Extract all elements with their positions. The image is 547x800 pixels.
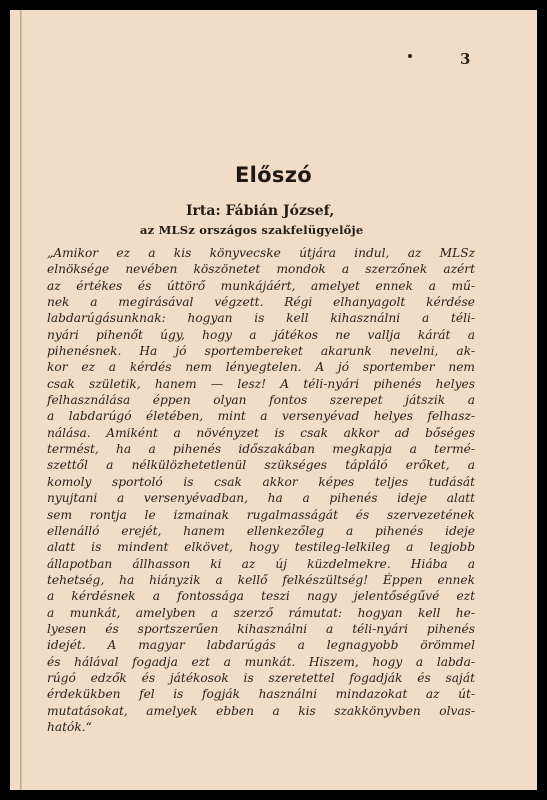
body-line: a labdarúgó életében, mint a versenyévad helyes felhasz- [47, 409, 475, 424]
page-title: Előszó [235, 163, 312, 187]
body-line: ellenálló erejét, hanem ellenkezőleg a pihenés ideje [47, 523, 475, 538]
foreword-body [47, 245, 475, 735]
body-line: nek a megirásával végzett. Régi elhanyagolt kérdése [47, 295, 475, 310]
body-line: pihenésnek. Ha jó sportembereket akarunk nevelni, ak- [47, 344, 475, 359]
body-line: sem rontja le izmainak rugalmasságát és szervezetének [47, 507, 475, 522]
body-line: tehetség, ha hiányzik a kellő felkészültség! Éppen ennek [47, 572, 475, 587]
body-line: nyujtani a versenyévadban, ha a pihenés ideje alatt [47, 491, 475, 506]
body-line: elnöksége nevében köszönetet mondok a szerzőnek azért [47, 262, 475, 277]
book-page [10, 10, 537, 790]
body-line: szettől a nélkülözhetetlenül szükséges tápláló erőket, a [47, 458, 475, 473]
body-line: lyesen és sportszerűen kihasználni a téli-nyári pihenés [47, 621, 475, 636]
author-role-line: az MLSz országos szakfelügyelője [140, 223, 364, 237]
body-line: érdekükben fel is fogják használni mindazokat az út- [47, 687, 475, 702]
body-line: kor ez a kérdés nem lényegtelen. A jó sportember nem [47, 360, 475, 375]
author-line: Irta: Fábián József, [186, 203, 335, 219]
body-line: és hálával fogadja ezt a munkát. Hiszem, hogy a labda- [47, 654, 475, 669]
body-line: mutatásokat, amelyek ebben a kis szakkönyvben olvas- [47, 703, 475, 718]
body-line: alatt is mindent elkövet, hogy testileg-lelkileg a legjobb [47, 540, 475, 555]
body-line: rúgó edzők és játékosok is szeretettel fogadják és saját [47, 670, 475, 685]
body-line: az értékes és úttörő munkájáért, amelyet ennek a mű- [47, 278, 475, 293]
paper-speck [408, 54, 412, 58]
body-line: a kérdésnek a fontossága teszi nagy jelentőségűvé ezt [47, 589, 475, 604]
body-line: nyári pihenőt úgy, hogy a játékos ne vallja kárát a [47, 327, 475, 342]
body-line: termést, ha a pihenés időszakában megkapja a termé- [47, 442, 475, 457]
body-line: hatók.“ [47, 719, 92, 734]
body-line: labdarúgásunknak: hogyan is kell kihasználni a téli- [47, 311, 475, 326]
body-line: felhasználása éppen olyan fontos szerepet játszik a [47, 393, 475, 408]
body-line: idejét. A magyar labdarúgás a legnagyobb örömmel [47, 638, 475, 653]
body-line: a munkát, amelyben a szerző rámutat: hogyan kell he- [47, 605, 475, 620]
body-line: komoly sportoló is csak akkor képes teljes tudását [47, 474, 475, 489]
page-binding-edge [20, 10, 22, 790]
body-line: „Amikor ez a kis könyvecske útjára indul, az MLSz [47, 246, 475, 260]
body-line: állapotban állhasson ki az új küzdelmekre. Hiába a [47, 556, 475, 571]
body-line: csak születik, hanem — lesz! A téli-nyári pihenés helyes [47, 376, 475, 391]
page-number: 3 [460, 50, 471, 68]
body-line: nálása. Amiként a növényzet is csak akkor ad bőséges [47, 425, 475, 440]
